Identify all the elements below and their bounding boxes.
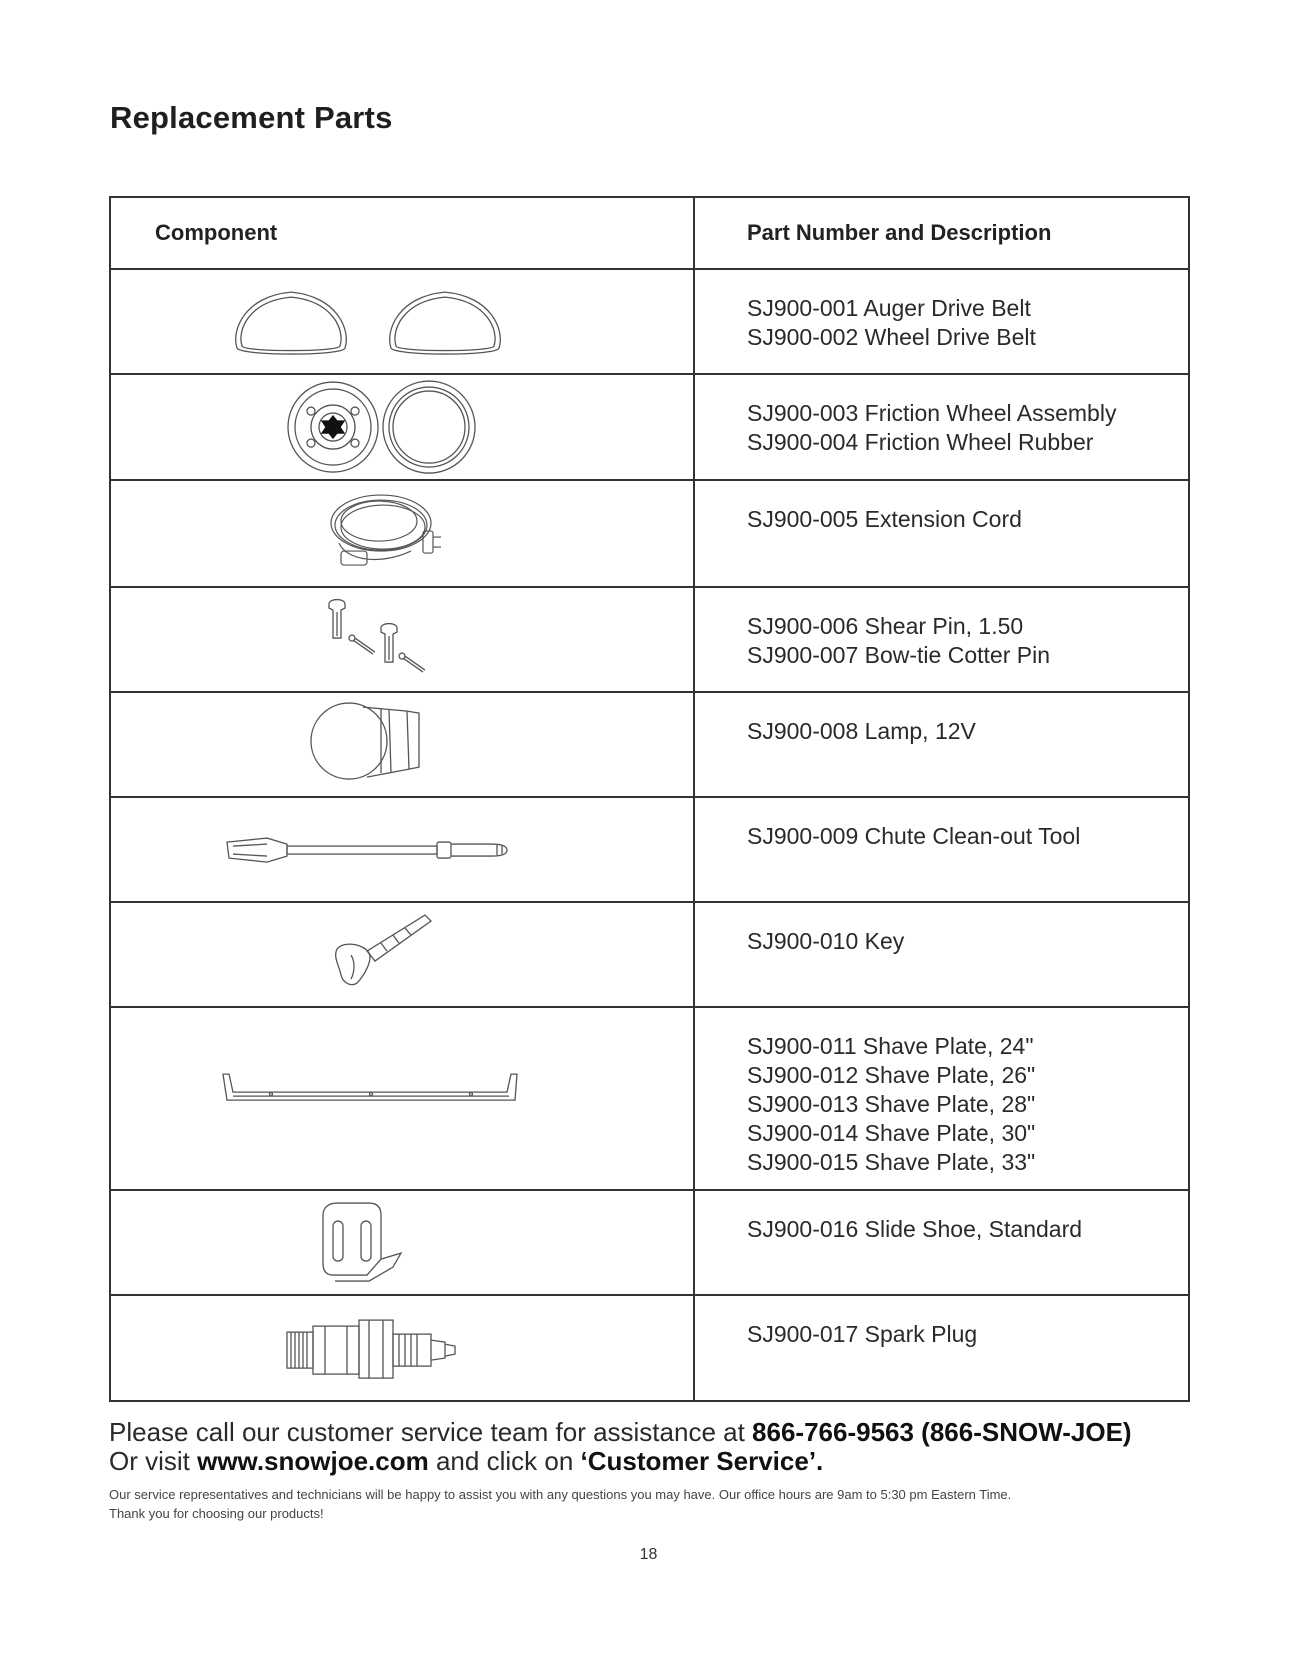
component-cell bbox=[110, 269, 694, 374]
page-number: 18 bbox=[639, 1546, 658, 1563]
description-cell bbox=[694, 1190, 1189, 1295]
office-hours-text: Our service representatives and technicians will be happy to assist you with any questions you may have. Our office hours are 9am to 5:30 pm Eastern Time. bbox=[109, 1487, 1012, 1502]
part-line: SJ900-010 Key bbox=[747, 928, 905, 955]
table-row bbox=[110, 480, 1189, 586]
component-cell bbox=[110, 374, 694, 480]
key-icon bbox=[111, 903, 649, 1006]
component-cell bbox=[110, 1190, 694, 1295]
description-cell bbox=[694, 480, 1189, 586]
part-line: SJ900-012 Shave Plate, 26" bbox=[747, 1062, 1036, 1089]
phone-line-text: Please call our customer service team for assistance at bbox=[109, 1417, 753, 1447]
website-line-middle: and click on bbox=[428, 1446, 581, 1476]
part-line: SJ900-006 Shear Pin, 1.50 bbox=[747, 612, 1024, 639]
drive-belts-icon bbox=[111, 270, 649, 373]
office-hours-note bbox=[109, 1485, 1199, 1523]
description-cell bbox=[694, 797, 1189, 902]
part-line: SJ900-008 Lamp, 12V bbox=[747, 717, 976, 744]
component-cell bbox=[110, 480, 694, 586]
column-header-part-number: Part Number and Description bbox=[694, 197, 1189, 269]
part-line: SJ900-014 Shave Plate, 30" bbox=[747, 1120, 1036, 1147]
friction-wheel-icon bbox=[111, 375, 649, 479]
table-row bbox=[110, 1190, 1189, 1295]
component-cell bbox=[110, 797, 694, 902]
table-row bbox=[110, 587, 1189, 692]
table-row bbox=[110, 1295, 1189, 1401]
phone-number: 866-766-9563 (866-SNOW-JOE) bbox=[752, 1417, 1132, 1447]
thank-you-text: Thank you for choosing our products! bbox=[109, 1506, 324, 1521]
part-line: SJ900-011 Shave Plate, 24" bbox=[747, 1033, 1034, 1060]
lamp-icon bbox=[111, 693, 649, 796]
shave-plate-icon bbox=[111, 1008, 649, 1188]
phone-line bbox=[109, 1418, 1209, 1447]
part-line: SJ900-017 Spark Plug bbox=[747, 1320, 978, 1347]
description-cell bbox=[694, 692, 1189, 797]
part-line: SJ900-005 Extension Cord bbox=[747, 506, 1022, 533]
part-line: SJ900-015 Shave Plate, 33" bbox=[747, 1149, 1036, 1176]
part-line: SJ900-009 Chute Clean-out Tool bbox=[747, 822, 1081, 849]
customer-service-label: ‘Customer Service’. bbox=[580, 1446, 824, 1476]
description-cell bbox=[694, 269, 1189, 374]
description-cell bbox=[694, 1295, 1189, 1401]
table-row bbox=[110, 902, 1189, 1007]
description-cell bbox=[694, 902, 1189, 1007]
slide-shoe-icon bbox=[111, 1191, 649, 1294]
page-title: Replacement Parts bbox=[110, 100, 393, 135]
website-line bbox=[109, 1447, 1209, 1476]
part-line: SJ900-003 Friction Wheel Assembly bbox=[747, 400, 1117, 427]
part-line: SJ900-001 Auger Drive Belt bbox=[747, 295, 1031, 322]
table-row bbox=[110, 1007, 1189, 1189]
component-cell bbox=[110, 587, 694, 692]
shear-pin-icon bbox=[111, 588, 649, 691]
component-cell bbox=[110, 692, 694, 797]
description-cell bbox=[694, 587, 1189, 692]
part-line: SJ900-002 Wheel Drive Belt bbox=[747, 324, 1036, 351]
parts-table bbox=[109, 196, 1190, 1402]
website-line-prefix: Or visit bbox=[109, 1446, 198, 1476]
table-row bbox=[110, 692, 1189, 797]
component-cell bbox=[110, 902, 694, 1007]
description-cell bbox=[694, 374, 1189, 480]
column-header-component: Component bbox=[110, 197, 694, 269]
spark-plug-icon bbox=[111, 1296, 649, 1400]
part-line: SJ900-016 Slide Shoe, Standard bbox=[747, 1215, 1083, 1242]
part-line: SJ900-004 Friction Wheel Rubber bbox=[747, 429, 1094, 456]
description-cell bbox=[694, 1007, 1189, 1189]
part-line: SJ900-013 Shave Plate, 28" bbox=[747, 1091, 1036, 1118]
part-line: SJ900-007 Bow-tie Cotter Pin bbox=[747, 641, 1050, 668]
customer-service-notice bbox=[109, 1418, 1209, 1476]
component-cell bbox=[110, 1007, 694, 1189]
website-link[interactable]: www.snowjoe.com bbox=[197, 1446, 429, 1476]
table-header-row bbox=[110, 197, 1189, 269]
table-row bbox=[110, 269, 1189, 374]
table-row bbox=[110, 374, 1189, 480]
table-row bbox=[110, 797, 1189, 902]
chute-clean-out-tool-icon bbox=[111, 798, 649, 901]
extension-cord-icon bbox=[111, 481, 649, 585]
component-cell bbox=[110, 1295, 694, 1401]
